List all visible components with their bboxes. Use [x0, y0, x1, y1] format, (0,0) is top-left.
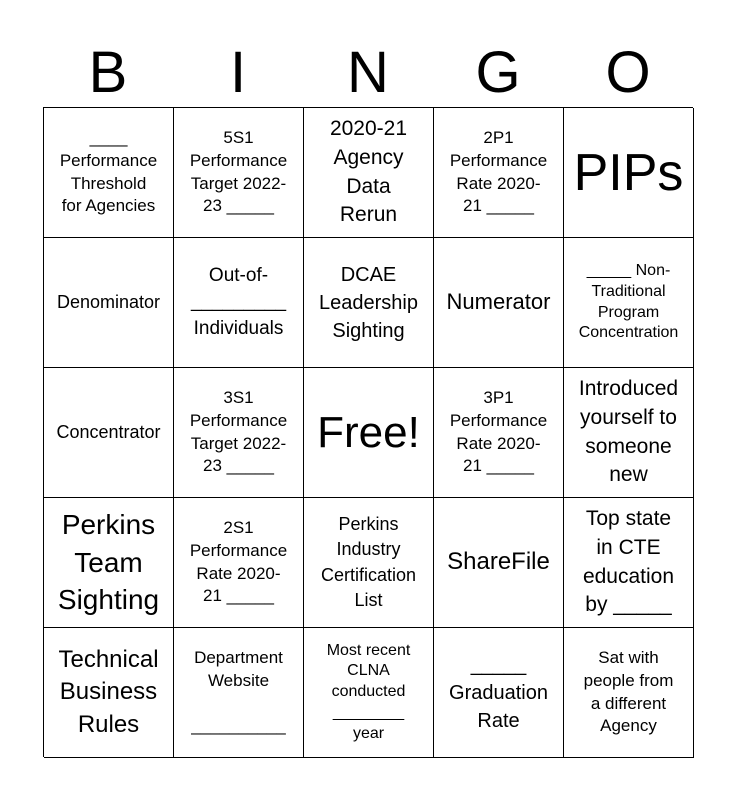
bingo-cell[interactable]: ____ Performance Threshold for Agencies — [44, 108, 174, 238]
bingo-cell[interactable]: 3S1 Performance Target 2022- 23 _____ — [174, 368, 304, 498]
bingo-cell[interactable]: 5S1 Performance Target 2022- 23 _____ — [174, 108, 304, 238]
header-letter-i: I — [229, 40, 247, 105]
bingo-cell[interactable]: Technical Business Rules — [44, 628, 174, 758]
bingo-cell[interactable]: 2020-21 Agency Data Rerun — [304, 108, 434, 238]
bingo-cell[interactable]: Out-of- _________ Individuals — [174, 238, 304, 368]
header-letter-o: O — [605, 40, 651, 105]
bingo-cell[interactable]: PIPs — [564, 108, 694, 238]
bingo-cell[interactable]: 3P1 Performance Rate 2020- 21 _____ — [434, 368, 564, 498]
bingo-cell[interactable]: _____ Graduation Rate — [434, 628, 564, 758]
bingo-cell[interactable]: Sat with people from a different Agency — [564, 628, 694, 758]
bingo-cell[interactable]: 2S1 Performance Rate 2020- 21 _____ — [174, 498, 304, 628]
bingo-cell[interactable]: Introduced yourself to someone new — [564, 368, 694, 498]
free-space[interactable]: Free! — [304, 368, 434, 498]
bingo-board — [43, 107, 693, 757]
bingo-cell[interactable]: Perkins Team Sighting — [44, 498, 174, 628]
bingo-cell[interactable]: Top state in CTE education by _____ — [564, 498, 694, 628]
bingo-cell[interactable]: ShareFile — [434, 498, 564, 628]
bingo-cell[interactable]: _____ Non- Traditional Program Concentration — [564, 238, 694, 368]
bingo-cell[interactable]: Most recent CLNA conducted ________ year — [304, 628, 434, 758]
bingo-cell[interactable]: Perkins Industry Certification List — [304, 498, 434, 628]
bingo-cell[interactable]: Numerator — [434, 238, 564, 368]
header-letter-b: B — [88, 40, 128, 105]
bingo-cell[interactable]: Denominator — [44, 238, 174, 368]
bingo-cell[interactable]: Department Website __________ — [174, 628, 304, 758]
bingo-header — [43, 38, 693, 108]
bingo-cell[interactable]: Concentrator — [44, 368, 174, 498]
bingo-cell[interactable]: DCAE Leadership Sighting — [304, 238, 434, 368]
header-letter-n: N — [347, 40, 389, 105]
header-letter-g: G — [475, 40, 521, 105]
bingo-cell[interactable]: 2P1 Performance Rate 2020- 21 _____ — [434, 108, 564, 238]
